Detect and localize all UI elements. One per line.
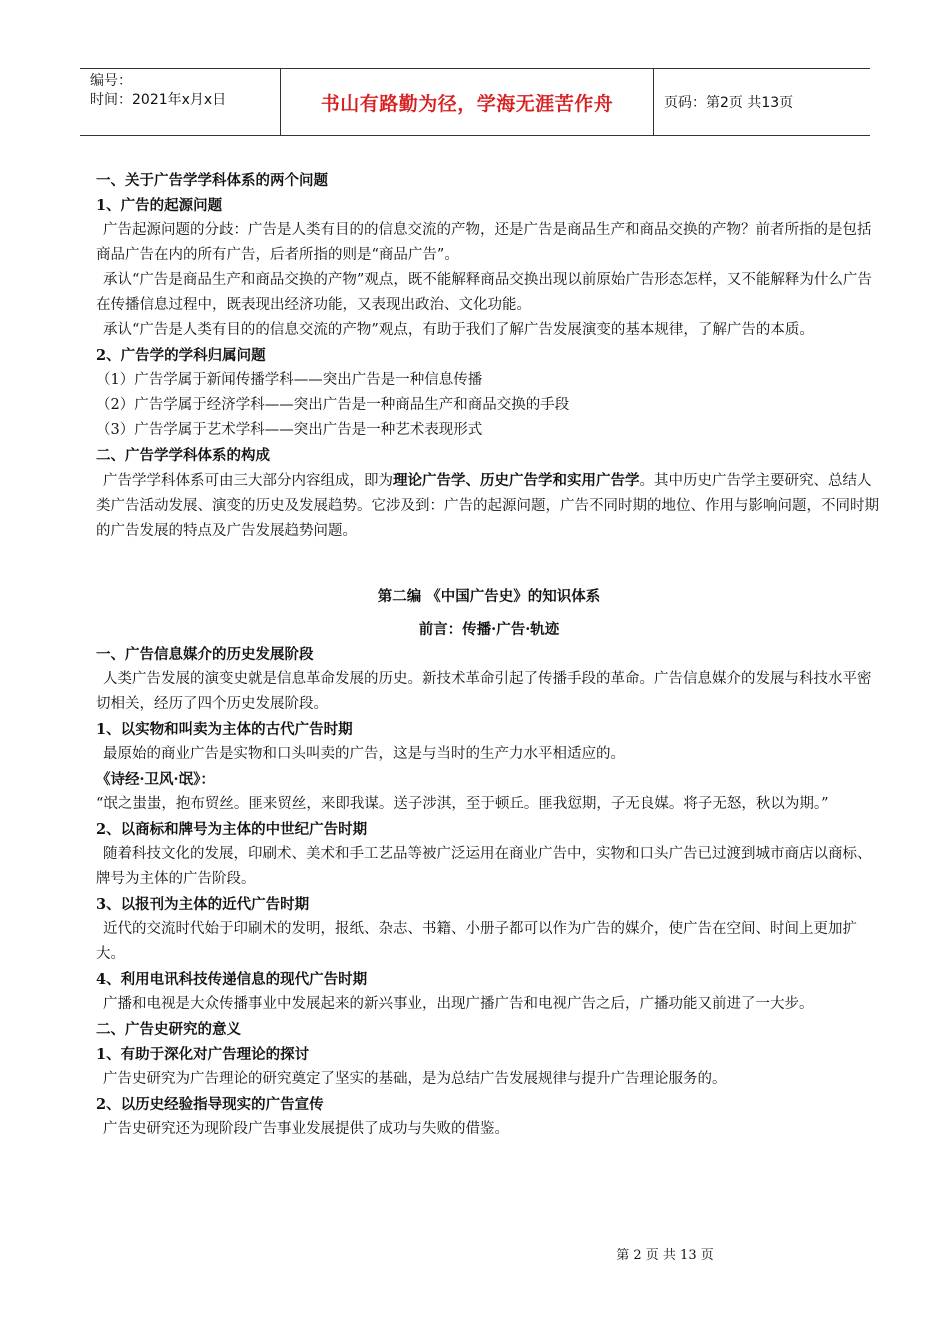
bold-text: 理论广告学、历史广告学和实用广告学	[393, 472, 640, 489]
header-table	[80, 68, 870, 136]
subsection-heading: 3、以报刊为主体的近代广告时期	[96, 896, 310, 913]
paragraph: 近代的交流时代始于印刷术的发明，报纸、杂志、书籍、小册子都可以作为广告的媒介，使广告在空间、时间上更加扩大。	[96, 921, 857, 962]
motto-text: 书山有路勤为径，学海无涯苦作舟	[320, 92, 614, 115]
footer-page-label: 第 2 页 共 13 页	[616, 1248, 714, 1263]
spacer	[96, 609, 882, 617]
subsection-heading: 1、有助于深化对广告理论的探讨	[96, 1046, 310, 1063]
section-heading: 二、广告史研究的意义	[96, 1021, 241, 1038]
paragraph-text: 广告学学科体系可由三大部分内容组成，即为	[103, 473, 393, 489]
document-body	[96, 168, 882, 1142]
paragraph: 承认“广告是商品生产和商品交换的产物”观点，既不能解释商品交换出现以前原始广告形态怎样，又不能解释为什么广告在传播信息过程中，既表现出经济功能，又表现出政治、文化功能。	[96, 272, 872, 313]
subsection-heading: 1、广告的起源问题	[96, 197, 223, 214]
list-item: （2）广告学属于经济学科——突出广告是一种商品生产和商品交换的手段	[96, 397, 570, 413]
page-info: 页码：第2页 共13页	[664, 95, 794, 111]
time-label: 时间：2021年x月x日	[90, 92, 227, 108]
section-heading: 二、广告学学科体系的构成	[96, 447, 270, 464]
subsection-heading: 1、以实物和叫卖为主体的古代广告时期	[96, 721, 353, 738]
paragraph: 随着科技文化的发展，印刷术、美术和手工艺品等被广泛运用在商业广告中，实物和口头广告已过渡到城市商店以商标、牌号为主体的广告阶段。	[96, 846, 872, 887]
subsection-heading: 2、广告学的学科归属问题	[96, 347, 266, 364]
paragraph: 广播和电视是大众传播事业中发展起来的新兴事业，出现广播广告和电视广告之后，广播功能又前进了一大步。	[103, 996, 814, 1012]
list-item: （3）广告学属于艺术学科——突出广告是一种艺术表现形式	[96, 422, 483, 438]
paragraph: 广告起源问题的分歧：广告是人类有目的的信息交流的产物，还是广告是商品生产和商品交换的产物？前者所指的是包括商品广告在内的所有广告，后者所指的则是“商品广告”。	[96, 222, 872, 263]
paragraph: 广告史研究还为现阶段广告事业发展提供了成功与失败的借鉴。	[103, 1121, 509, 1137]
part-title: 第二编 《中国广告史》的知识体系	[377, 588, 601, 605]
spacer	[96, 544, 882, 584]
poem-title: 《诗经·卫风·氓》：	[96, 771, 215, 788]
header-motto-cell	[280, 69, 654, 135]
section-heading: 一、广告信息媒介的历史发展阶段	[96, 646, 314, 663]
subsection-heading: 2、以历史经验指导现实的广告宣传	[96, 1096, 324, 1113]
preface-title: 前言：传播·广告·轨迹	[418, 621, 560, 638]
page-footer	[0, 1244, 950, 1263]
paragraph: 承认“广告是人类有目的的信息交流的产物”观点，有助于我们了解广告发展演变的基本规律，了解广告的本质。	[103, 322, 814, 338]
header-page-cell	[654, 69, 870, 135]
paragraph: 人类广告发展的演变史就是信息革命发展的历史。新技术革命引起了传播手段的革命。广告信息媒介的发展与科技水平密切相关，经历了四个历史发展阶段。	[96, 671, 872, 712]
subsection-heading: 2、以商标和牌号为主体的中世纪广告时期	[96, 821, 368, 838]
list-item: （1）广告学属于新闻传播学科——突出广告是一种信息传播	[96, 372, 483, 388]
paragraph: 最原始的商业广告是实物和口头叫卖的广告，这是与当时的生产力水平相适应的。	[103, 746, 625, 762]
paragraph: 广告史研究为广告理论的研究奠定了坚实的基础，是为总结广告发展规律与提升广告理论服务的。	[103, 1071, 727, 1087]
subsection-heading: 4、利用电讯科技传递信息的现代广告时期	[96, 971, 368, 988]
section-heading: 一、关于广告学学科体系的两个问题	[96, 172, 328, 189]
header-left-cell	[80, 69, 280, 135]
paragraph	[96, 468, 882, 544]
paragraph-text: 。其中历史广告学主要研究、总结人类广告活动发展、演变的历史及发展趋势。它涉及到：广告的起源问题，广告不同时期的地位、作用与影响问题，不同时期的广告发展的特点及广告发展趋势问题。	[96, 473, 879, 539]
number-label: 编号：	[90, 73, 132, 89]
poem-text: “氓之蚩蚩，抱布贸丝。匪来贸丝，来即我谋。送子涉淇，至于顿丘。匪我愆期，子无良媒。将子无怒，秋以为期。”	[96, 796, 829, 812]
